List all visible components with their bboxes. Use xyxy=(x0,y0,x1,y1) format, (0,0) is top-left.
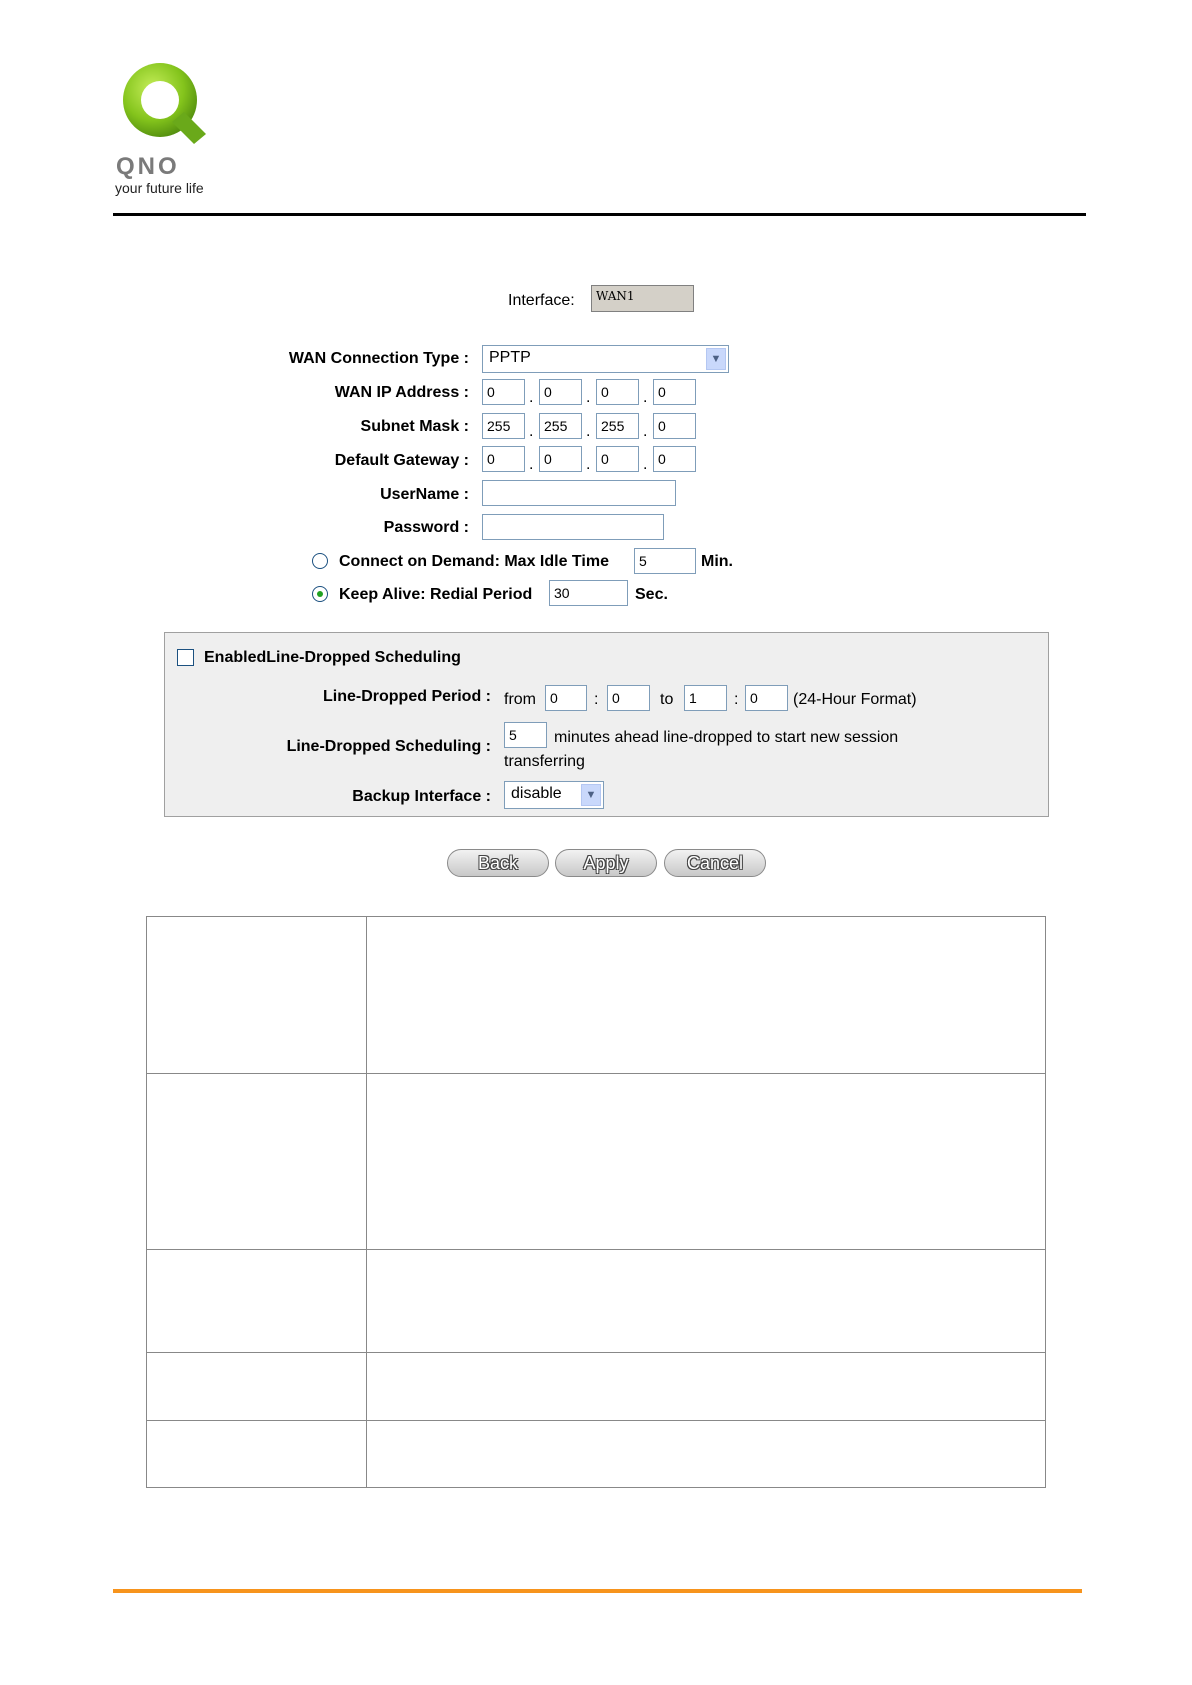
ip-separator: . xyxy=(643,423,648,440)
subnet-label: Subnet Mask : xyxy=(360,418,469,435)
wan-type-select[interactable] xyxy=(482,345,729,373)
ip-separator: . xyxy=(529,389,534,406)
minutes-note: minutes ahead line-dropped to start new session xyxy=(554,729,899,746)
format-note: (24-Hour Format) xyxy=(793,691,917,708)
to-min-field[interactable] xyxy=(745,685,788,711)
max-idle-field[interactable] xyxy=(634,548,696,574)
tagline: your future life xyxy=(115,180,204,196)
table-row-divider xyxy=(147,1073,1045,1074)
back-button[interactable]: Back xyxy=(447,849,549,877)
username-label: UserName : xyxy=(380,486,469,503)
wan-ip-octet-1[interactable] xyxy=(482,379,525,405)
ip-separator: . xyxy=(529,423,534,440)
wan-type-label: WAN Connection Type : xyxy=(288,350,469,367)
description-table xyxy=(146,916,1046,1488)
to-hour-field[interactable] xyxy=(684,685,727,711)
from-hour-field[interactable] xyxy=(545,685,587,711)
ip-separator: . xyxy=(643,456,648,473)
minutes-note-continued: transferring xyxy=(504,753,585,770)
apply-button[interactable]: Apply xyxy=(555,849,657,877)
subnet-octet-2[interactable] xyxy=(539,413,582,439)
ip-separator: . xyxy=(643,389,648,406)
keep-alive-radio[interactable] xyxy=(312,586,328,602)
keep-alive-label: Keep Alive: Redial Period xyxy=(339,586,533,603)
from-label: from xyxy=(504,691,536,708)
username-field[interactable] xyxy=(482,480,676,506)
backup-interface-select[interactable] xyxy=(504,781,604,809)
backup-interface-value: disable xyxy=(511,785,562,802)
wan-ip-octet-4[interactable] xyxy=(653,379,696,405)
gateway-octet-1[interactable] xyxy=(482,446,525,472)
gateway-label: Default Gateway : xyxy=(334,452,469,469)
gateway-octet-3[interactable] xyxy=(596,446,639,472)
scheduling-label: Line-Dropped Scheduling : xyxy=(286,738,491,755)
connect-on-demand-radio[interactable] xyxy=(312,553,328,569)
redial-unit: Sec. xyxy=(635,586,668,603)
ip-separator: . xyxy=(529,456,534,473)
to-label: to xyxy=(660,691,674,708)
table-row-divider xyxy=(147,1249,1045,1250)
interface-field: WAN1 xyxy=(591,285,694,312)
time-separator: : xyxy=(734,691,739,708)
interface-label: Interface: xyxy=(508,292,575,309)
wan-ip-octet-3[interactable] xyxy=(596,379,639,405)
wan-ip-label: WAN IP Address : xyxy=(334,384,469,401)
backup-interface-label: Backup Interface : xyxy=(352,788,491,805)
table-column-divider xyxy=(366,917,367,1487)
password-field[interactable] xyxy=(482,514,664,540)
footer-divider xyxy=(113,1589,1082,1593)
ip-separator: . xyxy=(586,389,591,406)
wan-ip-octet-2[interactable] xyxy=(539,379,582,405)
ip-separator: . xyxy=(586,423,591,440)
subnet-octet-1[interactable] xyxy=(482,413,525,439)
header-divider xyxy=(113,213,1086,216)
from-min-field[interactable] xyxy=(607,685,650,711)
connect-on-demand-label: Connect on Demand: Max Idle Time xyxy=(339,553,609,570)
brand-text: QNO xyxy=(116,153,180,180)
wan-type-value: PPTP xyxy=(489,349,531,366)
subnet-octet-3[interactable] xyxy=(596,413,639,439)
redial-period-field[interactable] xyxy=(549,580,628,606)
gateway-octet-2[interactable] xyxy=(539,446,582,472)
chevron-down-icon[interactable]: ▼ xyxy=(706,348,726,370)
max-idle-unit: Min. xyxy=(701,553,733,570)
line-dropped-scheduling-panel xyxy=(164,632,1049,817)
table-row-divider xyxy=(147,1420,1045,1421)
ip-separator: . xyxy=(586,456,591,473)
chevron-down-icon[interactable]: ▼ xyxy=(581,784,601,806)
enable-scheduling-checkbox[interactable] xyxy=(177,649,194,666)
q-logo-icon xyxy=(114,56,218,152)
time-separator: : xyxy=(594,691,599,708)
subnet-octet-4[interactable] xyxy=(653,413,696,439)
table-row-divider xyxy=(147,1352,1045,1353)
minutes-ahead-field[interactable] xyxy=(504,722,547,748)
period-label: Line-Dropped Period : xyxy=(323,688,491,705)
cancel-button[interactable]: Cancel xyxy=(664,849,766,877)
gateway-octet-4[interactable] xyxy=(653,446,696,472)
qno-logo xyxy=(114,56,230,196)
password-label: Password : xyxy=(383,519,469,536)
enable-scheduling-label: EnabledLine-Dropped Scheduling xyxy=(204,649,461,666)
